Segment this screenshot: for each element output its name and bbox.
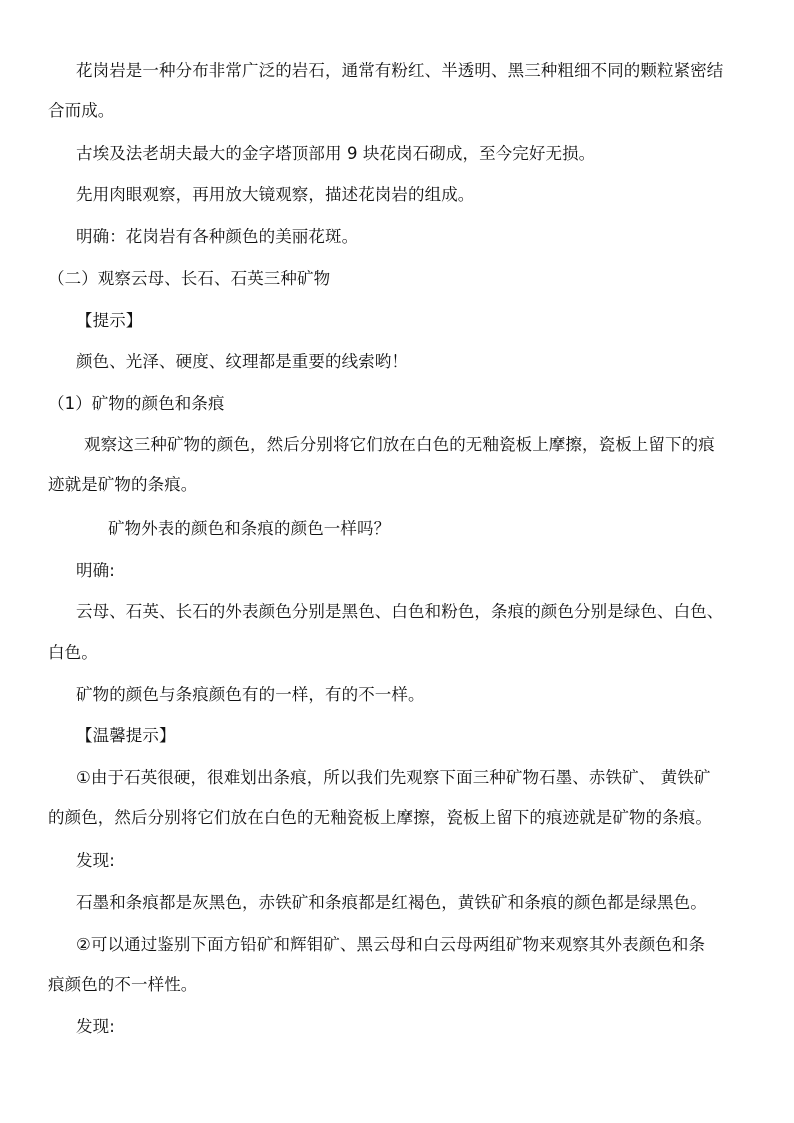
hint-label: 【温馨提示】 xyxy=(76,726,176,745)
text-line: 花岗岩是一种分布非常广泛的岩石，通常有粉红、半透明、黑三种粗细不同的颗粒紧密结 xyxy=(76,61,724,80)
text-line: 白色。 xyxy=(48,643,98,662)
text-line: 观察这三种矿物的颜色，然后分别将它们放在白色的无釉瓷板上摩擦，瓷板上留下的痕 xyxy=(84,435,715,454)
text-line: 石墨和条痕都是灰黑色，赤铁矿和条痕都是红褐色，黄铁矿和条痕的颜色都是绿黑色。 xyxy=(76,893,707,912)
text-line: 云母、石英、长石的外表颜色分别是黑色、白色和粉色，条痕的颜色分别是绿色、白色、 xyxy=(76,602,724,621)
text-line: 的颜色，然后分别将它们放在白色的无釉瓷板上摩擦，瓷板上留下的痕迹就是矿物的条痕。 xyxy=(48,808,712,827)
question-line: 矿物外表的颜色和条痕的颜色一样吗？ xyxy=(108,519,391,538)
text-line: 痕颜色的不一样性。 xyxy=(48,975,198,994)
text-line: 颜色、光泽、硬度、纹理都是重要的线索哟！ xyxy=(76,352,408,371)
text-line: 矿物的颜色与条痕颜色有的一样，有的不一样。 xyxy=(76,685,425,704)
section-heading: （二）观察云母、长石、石英三种矿物 xyxy=(48,269,331,288)
text-line: 明确：花岗岩有各种颜色的美丽花斑。 xyxy=(76,227,359,246)
text-line: 合而成。 xyxy=(48,101,115,120)
text-line: ①由于石英很硬，很难划出条痕，所以我们先观察下面三种矿物石墨、赤铁矿、 黄铁矿 xyxy=(76,768,711,787)
finding-label: 发现: xyxy=(76,1017,115,1036)
hint-label: 【提示】 xyxy=(76,311,143,330)
answer-label: 明确: xyxy=(76,561,115,580)
text-line: 迹就是矿物的条痕。 xyxy=(48,475,198,494)
text-line: 古埃及法老胡夫最大的金字塔顶部用 9 块花岗石砌成，至今完好无损。 xyxy=(76,144,596,163)
text-line: 先用肉眼观察，再用放大镜观察，描述花岗岩的组成。 xyxy=(76,185,475,204)
subsection-heading: （1）矿物的颜色和条痕 xyxy=(48,394,225,413)
text-line: ②可以通过鉴别下面方铅矿和辉钼矿、黑云母和白云母两组矿物来观察其外表颜色和条 xyxy=(76,935,706,954)
finding-label: 发现: xyxy=(76,851,115,870)
